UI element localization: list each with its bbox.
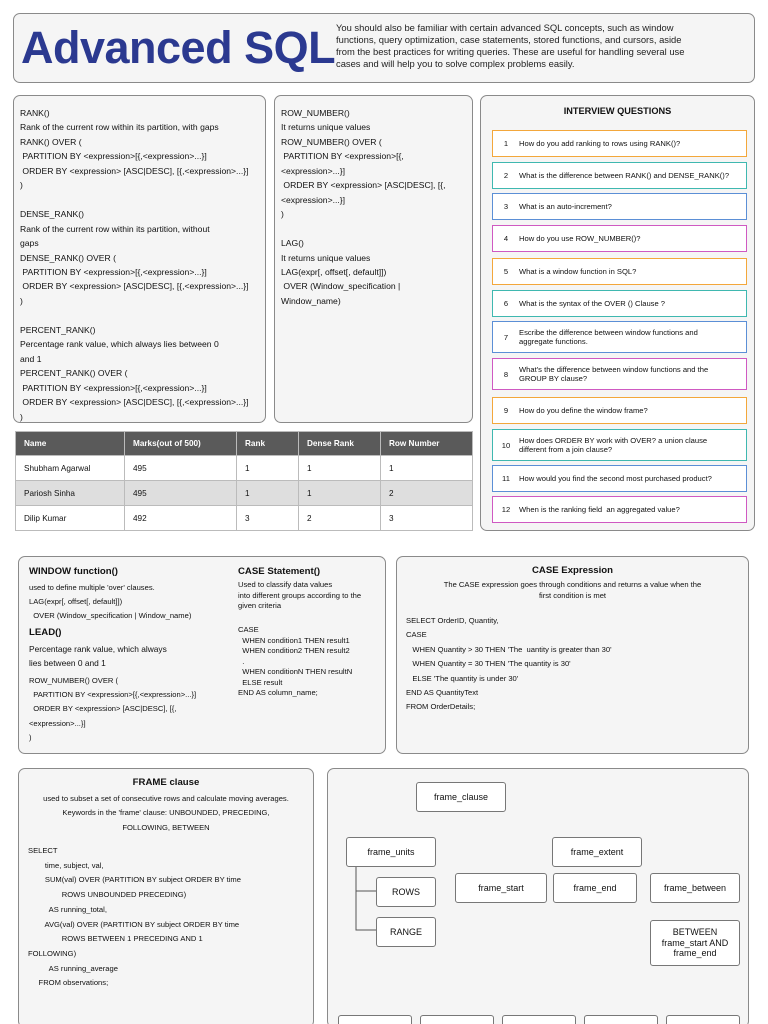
frame-clause-title: FRAME clause	[132, 777, 200, 788]
table-cell: 1	[237, 456, 299, 481]
tree-connector-line	[356, 866, 376, 930]
interview-question-item	[492, 321, 747, 353]
table-cell: Dilip Kumar	[16, 506, 125, 531]
table-cell: 2	[299, 506, 381, 531]
node-partial	[666, 1015, 740, 1024]
table-cell: 1	[237, 481, 299, 506]
column-header: Dense Rank	[299, 432, 381, 456]
node-frame-clause: frame_clause	[416, 782, 506, 812]
table-cell: 3	[237, 506, 299, 531]
node-frame-between: frame_between	[650, 873, 740, 903]
frame-clause-desc: used to subset a set of consecutive rows and calculate moving averages. Keywords in the 'frame' clause: UNBOUNDED, PRECEDING, FOLLOWING, BETWEEN	[43, 794, 289, 832]
frame-clause-box	[18, 768, 314, 1024]
question-number: 7	[503, 332, 509, 342]
interview-question-item	[492, 290, 747, 317]
question-number: 10	[501, 440, 511, 450]
question-text: How would you find the second most purchased product?	[519, 473, 712, 483]
interview-question-item	[492, 162, 747, 189]
lead-title: LEAD()	[29, 627, 62, 638]
table-cell: 495	[125, 456, 237, 481]
table-cell: 3	[381, 506, 473, 531]
question-number: 9	[503, 406, 509, 415]
frame-clause-code: SELECT time, subject, val, SUM(val) OVER (PARTITION BY subject ORDER BY time ROWS UNBOUNDED PRECEDING) AS running_total, AVG(val) OVER (PARTITION BY subject ORDER BY time ROWS BETWEEN 1 PRECEDING AND 1 FOLLOWING) AS running_average FROM observations;	[28, 846, 241, 988]
node-partial	[584, 1015, 658, 1024]
node-frame-end: frame_end	[553, 873, 637, 903]
table-cell: 2	[381, 481, 473, 506]
column-header: Name	[16, 432, 125, 456]
interview-question-item	[492, 130, 747, 157]
node-partial	[502, 1015, 576, 1024]
question-number: 11	[502, 474, 510, 483]
lead-desc: Percentage rank value, which always lies between 0 and 1	[29, 644, 167, 668]
node-frame-start: frame_start	[455, 873, 547, 903]
question-text: What's the difference between window functions and the GROUP BY clause?	[519, 364, 709, 383]
question-text: How do you define the window frame?	[519, 405, 648, 415]
rank-functions-box	[13, 95, 266, 423]
case-statement-desc: Used to classify data values into different groups according to the given criteria	[238, 580, 362, 610]
interview-question-item	[492, 429, 747, 461]
interview-questions-box	[480, 95, 755, 531]
node-range: RANGE	[376, 917, 436, 947]
ranking-example-table	[15, 431, 473, 531]
node-frame-units: frame_units	[346, 837, 436, 867]
question-number: 3	[503, 202, 509, 211]
frame-clause-tree-box	[327, 768, 749, 1024]
table-cell: 1	[299, 481, 381, 506]
question-text: How do you add ranking to rows using RANK()?	[519, 138, 681, 148]
lead-code: ROW_NUMBER() OVER ( PARTITION BY <expression>[{,<expression>...}] ORDER BY <expression> [ASC|DESC], [{, <expression>...}] )	[29, 676, 197, 742]
rank-functions-text: RANK() Rank of the current row within its partition, with gaps RANK() OVER ( PARTITION BY <expression>[{,<expression>...}] ORDER BY <expression> [ASC|DESC], [{,<expression>...}] ) DENSE_RANK() Rank of the current row within its partition, without gaps DENSE_RANK() OVER ( PARTITION BY <expression>[{,<expression>...}] ORDER BY <expression> [ASC|DESC], [{,<expression>...}] ) PERCENT_RANK() Percentage rank value, which always lies between 0 and 1 PERCENT_RANK() OVER ( PARTITION BY <expression>[{,<expression>...}] ORDER BY <expression> [ASC|DESC], [{,<expression>...}] )	[20, 108, 249, 422]
table-cell: Shubham Agarwal	[16, 456, 125, 481]
table-cell: 1	[299, 456, 381, 481]
question-number: 5	[503, 267, 509, 276]
case-expression-box	[396, 556, 749, 754]
question-number: 6	[503, 299, 509, 308]
intro-text: You should also be familiar with certain advanced SQL concepts, such as window functions, query optimization, case statements, stored functions, and cursors, aside from the best practices for writing queries. These are useful for handling several use cases and will help you to solve complex problems easily.	[336, 22, 685, 69]
table-row	[16, 481, 473, 506]
window-function-box	[18, 556, 386, 754]
question-text: What is an auto-increment?	[519, 201, 612, 211]
table-row	[16, 506, 473, 531]
interview-question-item	[492, 465, 747, 492]
case-statement-title: CASE Statement()	[238, 566, 321, 577]
column-header: Rank	[237, 432, 299, 456]
question-number: 2	[503, 171, 509, 180]
table-row	[16, 456, 473, 481]
row-number-text: ROW_NUMBER() It returns unique values ROW_NUMBER() OVER ( PARTITION BY <expression>[{, <expression>...}] ORDER BY <expression> [ASC|DESC], [{, <expression>...}] ) LAG() It returns unique values LAG(expr[, offset[, default]]) OVER (Window_specification | Window_name)	[281, 108, 446, 306]
question-number: 4	[503, 234, 509, 243]
node-between-start-end: BETWEEN frame_start AND frame_end	[650, 920, 740, 966]
question-text: What is the syntax of the OVER () Clause ?	[519, 298, 666, 308]
column-header: Marks(out of 500)	[125, 432, 237, 456]
question-text: When is the ranking field an aggregated value?	[519, 504, 680, 514]
case-expression-title: CASE Expression	[531, 565, 614, 576]
interview-question-item	[492, 496, 747, 523]
node-frame-extent: frame_extent	[552, 837, 642, 867]
column-header: Row Number	[381, 432, 473, 456]
case-expression-desc: The CASE expression goes through conditions and returns a value when the first condition is met	[443, 580, 702, 600]
interview-question-item	[492, 397, 747, 424]
interview-questions-title: INTERVIEW QUESTIONS	[563, 106, 672, 116]
page-title: Advanced SQL	[21, 22, 336, 73]
table-cell: 1	[381, 456, 473, 481]
question-text: How does ORDER BY work with OVER? a union clause different from a join clause?	[519, 435, 708, 454]
question-number: 8	[503, 369, 509, 379]
table-cell: 492	[125, 506, 237, 531]
interview-question-item	[492, 258, 747, 285]
case-expression-code: SELECT OrderID, Quantity, CASE WHEN Quantity > 30 THEN 'The uantity is greater than 30' WHEN Quantity = 30 THEN 'The quantity is 30' ELSE 'The quantity is under 30' END AS QuantityText FROM OrderDetails;	[406, 616, 612, 712]
node-partial	[338, 1015, 412, 1024]
interview-question-item	[492, 193, 747, 220]
case-statement-code: CASE WHEN condition1 THEN result1 WHEN condition2 THEN result2 . WHEN conditionN THEN resultN ELSE result END AS column_name;	[238, 625, 353, 697]
table-header-row	[16, 432, 473, 456]
question-text: How do you use ROW_NUMBER()?	[519, 233, 641, 243]
node-rows: ROWS	[376, 877, 436, 907]
question-text: What is the difference between RANK() and DENSE_RANK()?	[519, 170, 730, 180]
interview-question-item	[492, 225, 747, 252]
node-partial	[420, 1015, 494, 1024]
question-text: Escribe the difference between window functions and aggregate functions.	[519, 327, 698, 346]
window-function-title: WINDOW function()	[29, 566, 118, 577]
question-number: 12	[501, 505, 511, 514]
question-number: 1	[503, 139, 509, 148]
table-cell: 495	[125, 481, 237, 506]
window-function-desc: used to define multiple 'over' clauses. LAG(expr[, offset[, default]]) OVER (Window_specification | Window_name)	[29, 583, 192, 620]
table-cell: Pariosh Sinha	[16, 481, 125, 506]
row-number-box	[274, 95, 473, 423]
header-banner	[13, 13, 755, 83]
interview-question-item	[492, 358, 747, 390]
question-text: What is a window function in SQL?	[519, 266, 637, 276]
